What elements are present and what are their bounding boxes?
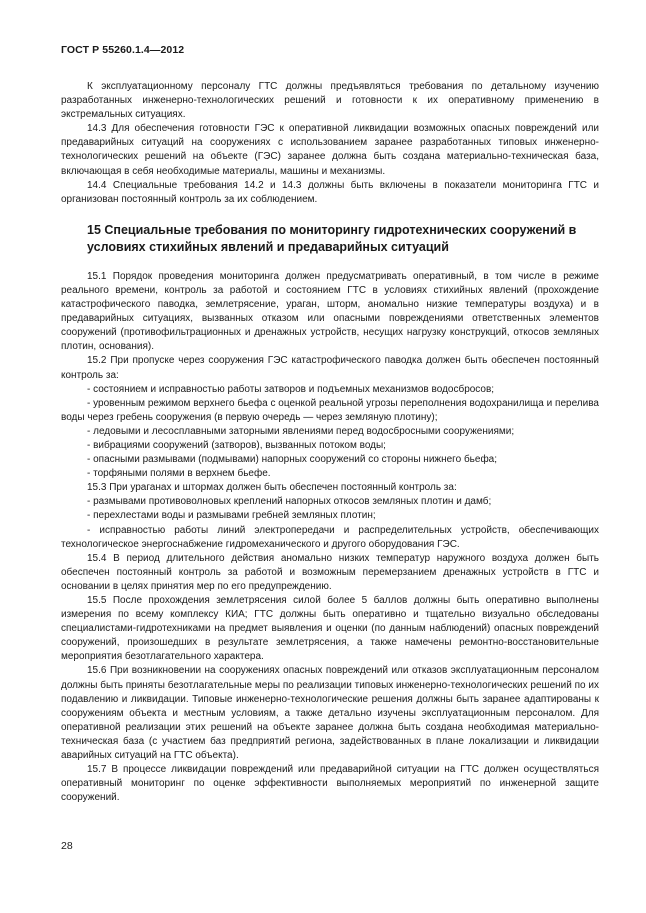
list-item: - вибрациями сооружений (затворов), вызванных потоком воды; bbox=[87, 439, 386, 451]
list-item: - опасными размывами (подмывами) напорных сооружений со стороны нижнего бьефа; bbox=[87, 454, 498, 466]
list-item: - размывами противоволновых креплений напорных откосов земляных плотин и дамб; bbox=[87, 496, 492, 508]
list-item: - уровенным режимом верхнего бьефа с оценкой реальной угрозы переполнения водохранилища и перелива воды через гребень сооружения (в первую очередь — через земляную плотину); bbox=[61, 397, 599, 423]
list-item: - состоянием и исправностью работы затворов и подъемных механизмов водосбросов; bbox=[87, 383, 495, 395]
list-item: - исправностью работы линий электропередачи и распределительных устройств, обеспечивающих технологическое энергоснабжение гидромеханического и другого оборудования ГЭС. bbox=[61, 524, 599, 550]
paragraph: 14.3 Для обеспечения готовности ГЭС к оперативной ликвидации возможных опасных повреждений или предаварийных ситуаций на сооружениях с использованием заранее разработанных типовых инженерно-технологических решений на объекте (ГЭС) заранее должна быть создана материально-техническая база, включающая в себя необходимые материалы, машины и механизмы. bbox=[61, 123, 599, 177]
body-text bbox=[61, 80, 599, 805]
paragraph: 15.3 При ураганах и штормах должен быть обеспечен постоянный контроль за: bbox=[87, 482, 457, 494]
paragraph: 15.1 Порядок проведения мониторинга должен предусматривать оперативный, в том числе в режиме реального времени, контроль за работой и состоянием ГТС в условиях стихийных явлений (прохождение катастрофического паводка, землетрясение, ураган, шторм, аномально низкие температуры воздуха) и в предаварийных ситуациях, вызванных отказом или опасными повреждениями ответственных элементов сооружений (противофильтрационных и дренажных устройств, несущих нагрузку конструкций, откосов земляных плотин, основания). bbox=[61, 270, 599, 353]
standard-designation: ГОСТ Р 55260.1.4—2012 bbox=[61, 44, 185, 56]
paragraph: 15.6 При возникновении на сооружениях опасных повреждений или отказов эксплуатационным персоналом должны быть приняты безотлагательные меры по реализации типовых инженерно-технологических решений по их подавлению и ликвидации. Типовые инженерно-технологические решения должны быть заранее адаптированы к сооружениям объекта и местным условиям, а также детально изучены эксплуатационным персоналом. Для оперативной реализации этих решений на объекте заранее должна быть создана необходимая материально-техническая база (с участием баз предприятий региона, задействованных в плане локализации и ликвидации аварийных ситуаций на ГТС объекта). bbox=[61, 665, 599, 762]
section-heading: 15 Специальные требования по мониторингу гидротехнических сооружений в условиях стихийных явлений и предаварийных ситуаций bbox=[87, 222, 577, 254]
paragraph: 15.2 При пропуске через сооружения ГЭС катастрофического паводка должен быть обеспечен постоянный контроль за: bbox=[61, 355, 599, 381]
list-item: - перехлестами воды и размывами гребней земляных плотин; bbox=[87, 510, 376, 522]
page-number: 28 bbox=[61, 840, 73, 852]
paragraph: К эксплуатационному персоналу ГТС должны предъявляться требования по детальному изучению разработанных инженерно-технологических решений и готовности к их оперативному применению в экстремальных ситуациях. bbox=[61, 81, 599, 121]
paragraph: 15.5 После прохождения землетрясения силой более 5 баллов должны быть оперативно выполнены измерения по всему комплексу КИА; ГТС должны быть оперативно и тщательно визуально обследованы специалистами-гидротехниками на предмет выявления и оценки (по данным наблюдений) опасных повреждений сооружений, произошедших в результате землетрясения, а также намечены ремонтно-восстановительные мероприятия безотлагательного характера. bbox=[61, 595, 599, 663]
paragraph: 14.4 Специальные требования 14.2 и 14.3 должны быть включены в показатели мониторинга ГТС и организован постоянный контроль за их соблюдением. bbox=[61, 179, 599, 205]
paragraph: 15.7 В процессе ликвидации повреждений или предаварийной ситуации на ГТС должен осуществляться оперативный мониторинг по оценке эффективности выполняемых мероприятий по инженерной защите сооружений. bbox=[61, 764, 599, 804]
list-item: - торфяными полями в верхнем бьефе. bbox=[87, 468, 271, 480]
list-item: - ледовыми и лесосплавными заторными явлениями перед водосбросными сооружениями; bbox=[87, 425, 515, 437]
paragraph: 15.4 В период длительного действия аномально низких температур наружного воздуха должен быть обеспечен постоянный контроль за работой и возможным перемерзанием дренажных устройств в ГТС и основании в целях принятия мер по его предупреждению. bbox=[61, 552, 599, 592]
